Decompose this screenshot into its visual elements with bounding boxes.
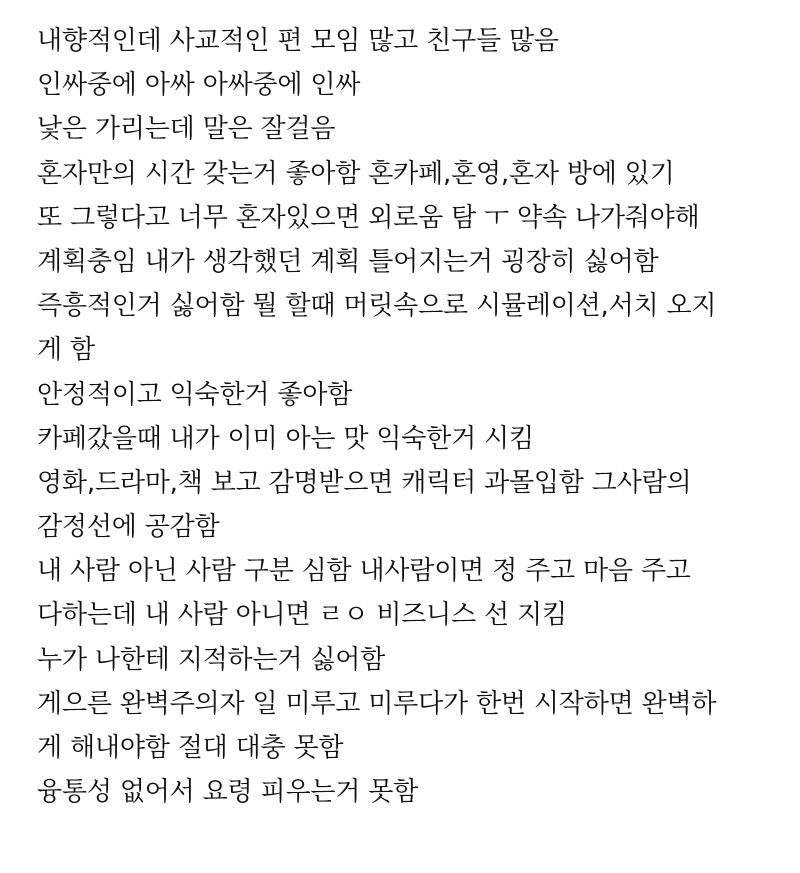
text-line: 융통성 없어서 요령 피우는거 못함 (37, 777, 419, 808)
text-line: 게 해내야함 절대 대충 못함 (37, 733, 344, 763)
text-line: 카페갔을때 내가 이미 아는 맛 익숙한거 시킴 (37, 423, 534, 454)
text-line: 게 함 (37, 335, 95, 366)
text-line: 인싸중에 아싸 아싸중에 인싸 (37, 70, 361, 101)
text-line: 계획충임 내가 생각했던 계획 틀어지는거 굉장히 싫어함 (37, 246, 659, 277)
text-line: 게으른 완벽주의자 일 미루고 미루다가 한번 시작하면 완벽하 (37, 688, 717, 719)
text-line: 다하는데 내 사람 아니면 ㄹㅇ 비즈니스 선 지킴 (37, 600, 567, 631)
text-line: 내 사람 아닌 사람 구분 심함 내사람이면 정 주고 마음 주고 (37, 556, 691, 587)
text-line: 낯은 가리는데 말은 잘걸음 (37, 114, 336, 145)
text-line: 안정적이고 익숙한거 좋아함 (37, 379, 353, 410)
text-line: 또 그렇다고 너무 혼자있으면 외로움 탐 ㅜ 약속 나가줘야해 (37, 202, 700, 233)
text-line: 혼자만의 시간 갖는거 좋아함 혼카페,혼영,혼자 방에 있기 (37, 158, 675, 189)
text-line: 감정선에 공감함 (37, 512, 220, 543)
text-line: 내향적인데 사교적인 편 모임 많고 친구들 많음 (37, 26, 559, 56)
text-line: 누가 나한테 지적하는거 싫어함 (37, 644, 386, 675)
text-line: 즉흥적인거 싫어함 뭘 할때 머릿속으로 시뮬레이션,서치 오지 (37, 291, 717, 322)
text-line: 영화,드라마,책 보고 감명받으면 캐릭터 과몰입함 그사람의 (37, 467, 692, 498)
